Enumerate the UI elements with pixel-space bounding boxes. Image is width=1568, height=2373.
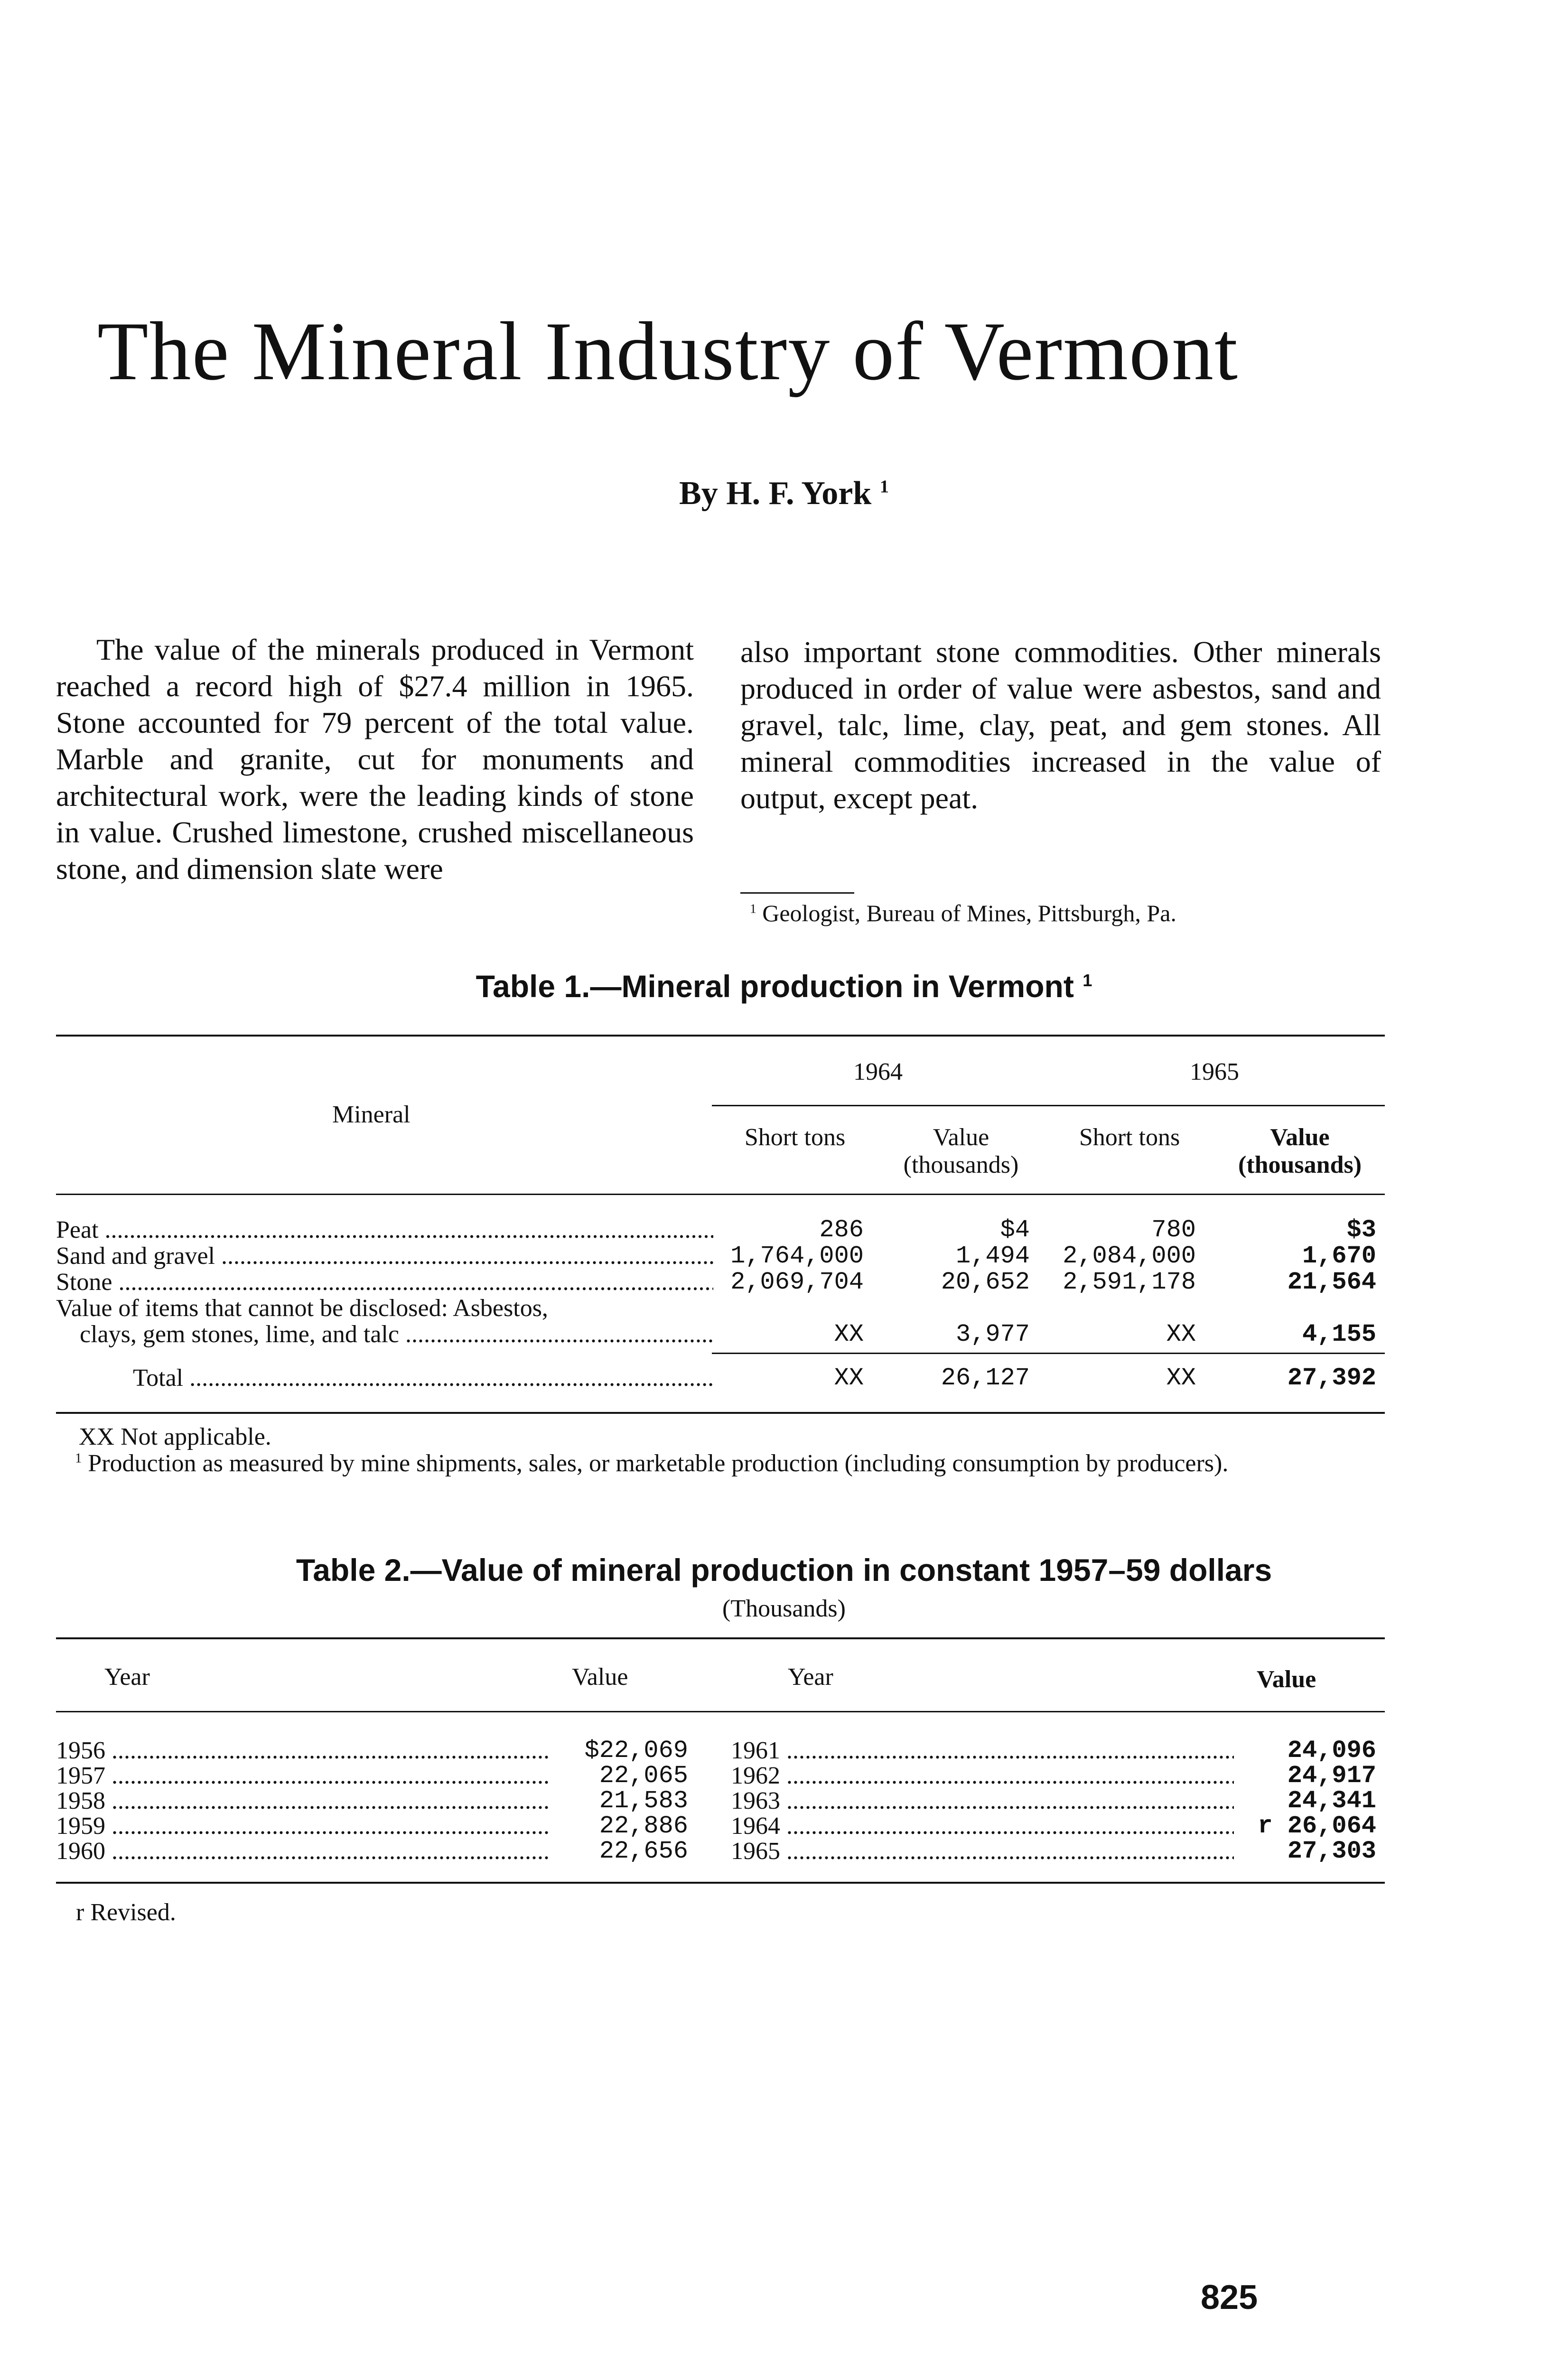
byline [0,475,1568,513]
table2-row-value: 22,656 [599,1837,688,1865]
byline-author: By H. F. York [679,475,872,512]
table1-note-xx: XX Not applicable. [79,1423,271,1450]
table1-header-short-tons-1965: Short tons [1079,1124,1180,1151]
table2-row-year: 1957 ..... [56,1762,550,1790]
table1-cell: 1,670 [1302,1242,1376,1270]
table1-notes [56,1424,1385,1477]
table2-row-year: 1962 ..... [731,1762,1234,1790]
table1-header-value-1964-label: Value [933,1124,989,1151]
table1-cell: 3,977 [955,1320,1030,1348]
byline-note-marker: 1 [879,476,889,497]
table2-note: r Revised. [76,1899,176,1926]
table1-header-value-1964 [878,1124,1044,1179]
table2-row-year: 1963 ..... [731,1787,1234,1815]
article-title: The Mineral Industry of Vermont [97,305,1239,398]
table1-row-label: Stone ..... [56,1269,713,1296]
table2-row-year: 1956 ..... [56,1737,550,1765]
table1-note-1-text: Production as measured by mine shipments, sales, or marketable production (including consumption by producers). [88,1450,1229,1477]
table1-header-value-1965-label: Value [1270,1124,1330,1151]
table1-cell: 20,652 [941,1268,1030,1296]
table1-cell: 1,764,000 [730,1242,864,1270]
author-footnote [750,899,1176,927]
table2-row-value: 24,096 [1287,1737,1376,1765]
footnote-text: Geologist, Bureau of Mines, Pittsburgh, Pa. [762,900,1176,926]
table1-total-label: Total ..... [133,1364,713,1392]
table2-row-year: 1961 ..... [731,1737,1234,1765]
table1-header-mineral: Mineral [332,1101,411,1128]
table2-row-value: 24,917 [1287,1762,1376,1790]
table1-year-rule [712,1105,1385,1106]
body-column-right: also important stone commodities. Other minerals produced in order of value were asbestos, sand and gravel, talc, lime, clay, peat, and gem stones. All mineral commodities increased in the value of output, except peat. [740,635,1381,815]
table2-header-value-left: Value [572,1663,628,1691]
table1-note-1-marker: 1 [75,1451,82,1466]
body-column-left: The value of the minerals produced in Vermont reached a record high of $27.4 million in 1965. Stone accounted for 79 percent of the total value. Marble and granite, cut for monuments and architectural work, were the leading kinds of stone in value. Crushed limestone, crushed miscellaneous stone, and dimension slate were [56,633,694,886]
footnote-rule [740,892,854,894]
table1-header-value-1964-unit: (thousands) [903,1151,1019,1178]
page-number: 825 [1201,2279,1258,2317]
table1-cell: XX [834,1320,864,1348]
table2-header-year-right: Year [788,1663,833,1691]
table2-row-value: 22,065 [599,1762,688,1790]
table1-cell: XX [1166,1320,1196,1348]
table2-caption: Table 2.—Value of mineral production in constant 1957–59 dollars [296,1552,1272,1588]
table2-row-value: 27,303 [1287,1837,1376,1865]
table1-note-1 [56,1450,1385,1477]
table1-bottom-rule [56,1412,1385,1414]
table1-total-rule [712,1353,1385,1354]
table1-cell: 286 [819,1216,864,1244]
table1-row-label: Value of items that cannot be disclosed: Asbestos, [56,1295,548,1322]
table2-row-value: r 26,064 [1258,1812,1376,1840]
table1-cell: XX [1166,1364,1196,1392]
table1-cell: 1,494 [955,1242,1030,1270]
table1-cell: 4,155 [1302,1320,1376,1348]
table1-header-short-tons-1964: Short tons [744,1124,846,1151]
table2-row-year: 1965 ..... [731,1838,1234,1865]
table1-caption-text: Table 1.—Mineral production in Vermont [476,969,1074,1004]
table1-top-rule [56,1035,1385,1037]
table1-cell: XX [834,1364,864,1392]
table1-cell: $3 [1346,1216,1376,1244]
table2-row-year: 1964 ..... [731,1812,1234,1840]
table2-top-rule [56,1637,1385,1639]
table1-row-label: Peat ..... [56,1216,713,1244]
table1-cell: 27,392 [1287,1364,1376,1392]
table1-header-rule [56,1194,1385,1195]
table2-row-year: 1958 ..... [56,1787,550,1815]
table1-header-1965: 1965 [1190,1058,1239,1085]
table1-cell: 2,591,178 [1063,1268,1196,1296]
table1-header-value-1965 [1215,1124,1385,1179]
table1-cell: 26,127 [941,1364,1030,1392]
table2-row-value: 24,341 [1287,1787,1376,1815]
table1-caption [0,968,1568,1004]
table2-row-year: 1960 ..... [56,1838,550,1865]
table1-header-1964: 1964 [853,1058,903,1085]
table1-row-label-cont: clays, gem stones, lime, and talc ..... [80,1321,713,1348]
table2-header-year-left: Year [104,1663,150,1691]
table2-row-value: $22,069 [584,1737,688,1765]
table1-cell: $4 [1000,1216,1030,1244]
table1-cell: 2,069,704 [730,1268,864,1296]
table1-cell: 21,564 [1287,1268,1376,1296]
table2-row-value: 21,583 [599,1787,688,1815]
table2-bottom-rule [56,1882,1385,1884]
table1-cell: 2,084,000 [1063,1242,1196,1270]
table1-row-label: Sand and gravel ..... [56,1243,713,1270]
footnote-marker: 1 [750,901,756,916]
table1-caption-marker: 1 [1083,971,1092,990]
table2-subcaption: (Thousands) [722,1595,846,1622]
table1-header-value-1965-unit: (thousands) [1238,1151,1362,1178]
table2-row-year: 1959 ..... [56,1812,550,1840]
table1-cell: 780 [1151,1216,1196,1244]
table2-header-value-right: Value [1257,1666,1316,1693]
table2-header-rule [56,1711,1385,1712]
table2-row-value: 22,886 [599,1812,688,1840]
